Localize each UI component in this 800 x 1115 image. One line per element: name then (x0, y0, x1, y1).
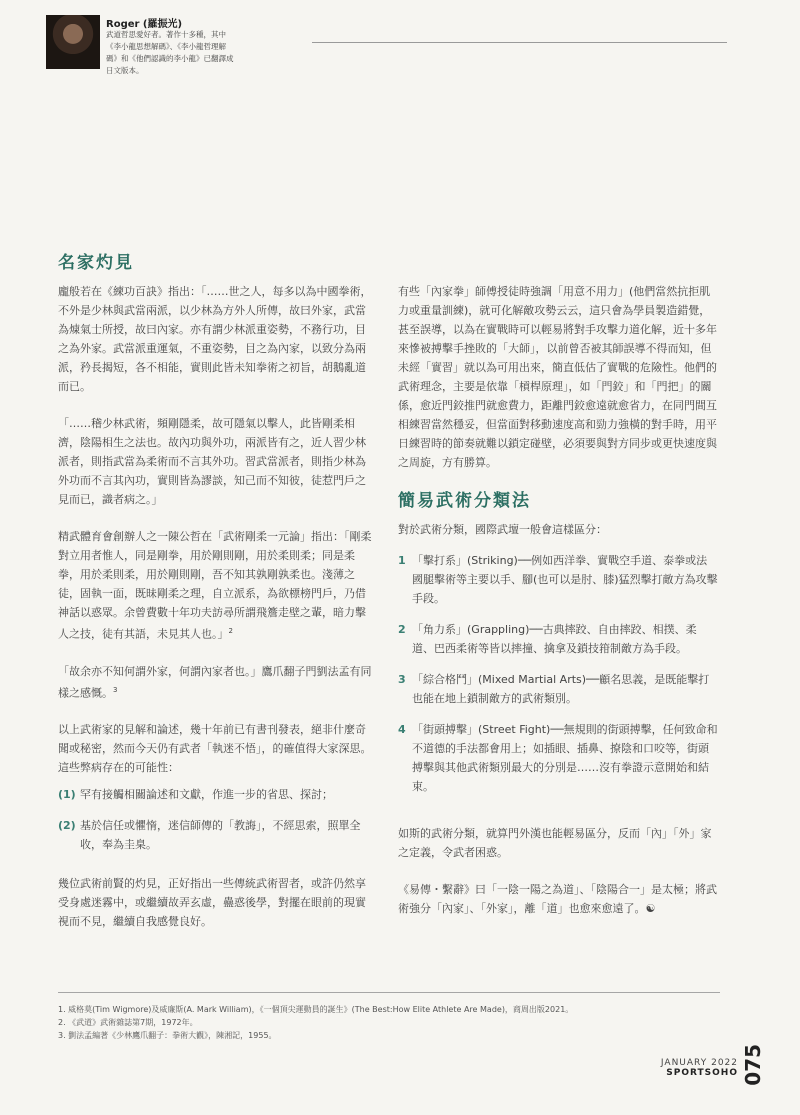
footnote: 1. 威格莫(Tim Wigmore)及威廉斯(A. Mark William)，《一個頂尖運動員的誕生》(The Best:How Elite Athlete Are Made)，商周出版2021。 (58, 1005, 574, 1014)
paragraph: 「故余亦不知何謂外家，何謂內家者也。」鷹爪翻子門劉法孟有同樣之感慨。$^3$ (58, 664, 372, 700)
magazine-name: SPORTSOHO (666, 1068, 738, 1078)
issue-date: JANUARY 2022 (660, 1058, 738, 1068)
section-heading-classification: 簡易武術分類法 (398, 491, 531, 511)
paragraph: 《易傳・繫辭》曰「一陰一陽之為道」、「陰陽合一」是太極；將武術強分「內家」、「外家」，離「道」也愈來愈遠了。☯ (398, 883, 717, 915)
list-item: 2 「角力系」(Grappling)──古典摔跤、自由摔跤、相撲、柔道、巴西柔術等皆以摔撞、擒拿及鎖技箝制敵方為手段。 (398, 623, 697, 655)
list-item: 1 「擊打系」(Striking)──例如西洋拳、實戰空手道、泰拳或法國腿擊術等主要以手、腳(也可以是肘、膝)猛烈擊打敵方為攻擊手段。 (398, 554, 718, 605)
section-heading-famous-views: 名家灼見 (58, 253, 134, 273)
end-mark-icon: ☯ (645, 902, 656, 915)
author-name: Roger (羅振光) (106, 19, 183, 30)
page-footer (661, 1058, 738, 1078)
footnote: 2. 《武道》武術雜誌第7期，1972年。 (58, 1018, 198, 1027)
footnote-ref: 3 (113, 685, 118, 694)
footnote-ref: 2 (228, 627, 233, 635)
paragraph: 對於武術分類，國際武壇一般會這樣區分： (398, 523, 607, 536)
paragraph: 精武體育會創辦人之一陳公哲在「武術剛柔一元論」指出：「剛柔對立用者惟人，同是剛拳，用於剛則剛，用於柔則柔；同是柔拳，用於柔則柔，用於剛則剛，吾不知其孰剛孰柔也。淺薄之徒，固執一面，既昧剛柔之理，自立派系，為欲標榜門戶，乃借神話以惑眾。余曾費數十年功夫訪尋所謂飛簷走壁之輩，暗力擊人之技，徒有其語，未見其人也。」$^2$ (58, 530, 372, 641)
paragraph: 以上武術家的見解和論述，幾十年前已有書刊發表，絕非什麼奇聞或秘密，然而今天仍有武者「執迷不悟」，的確值得大家深思。這些弊病存在的可能性： (58, 723, 372, 775)
author-avatar (46, 15, 100, 69)
footnote: 3. 劉法孟編著《少林鷹爪翻子：拳術大觀》，陳湘記，1955。 (58, 1031, 277, 1040)
paragraph: 如斯的武術分類，就算門外漢也能輕易區分，反而「內」「外」家之定義，令武者困惑。 (398, 827, 712, 859)
paragraph: 「……稽少林武術，頻剛隱柔，故可隱氣以擊人，此皆剛柔相濟，陰陽相生之法也。故內功與外功，兩派皆有之，近人習少林派者，則指武當為柔術而不言其外功。習武當派者，則指少林為外功而不言其內功，實則皆為謬談，知己而不知彼，徒惹門戶之見而已，識者病之。」 (58, 417, 366, 506)
list-item: 4 「街頭搏擊」(Street Fight)──無規則的街頭搏擊，任何致命和不道德的手法都會用上；如插眼、插鼻、撩陰和口咬等，街頭搏擊與其他武術類別最大的分別是……沒有拳證示意開始和結束。 (398, 723, 718, 793)
paragraph: 龐般若在《練功百訣》指出：「……世之人，每多以為中國拳術，不外是少林與武當兩派，以少林為方外人所傳，故曰外家，武當為煉氣士所授，故曰內家。亦有謂少林派重姿勢，不務行功，目之為外家。武當派重運氣，不重姿勢，目之為內家，以致分為兩派，矜長揭短，各不相能，實則此皆未知拳術之初旨，胡鵝亂道而已。 (58, 285, 372, 393)
list-item: 3 「綜合格鬥」(Mixed Martial Arts)──顧名思義，是既能擊打也能在地上鎖制敵方的武術類別。 (398, 673, 710, 705)
author-box (46, 15, 726, 75)
author-bio: 武道哲思愛好者。著作十多種，其中《李小龍思想解碼》、《李小龍哲理解碼》和《他們認識的李小龍》已翻譯成日文版本。 (106, 30, 234, 75)
left-column (58, 252, 376, 931)
list-item: (2) 基於信任或懼惰，迷信師傳的「教誨」，不經思索，照單全收，奉為圭臬。 (58, 819, 361, 852)
list-item: (1) 罕有接觸相關論述和文獻，作進一步的省思、探討； (58, 788, 333, 802)
header-rule (312, 42, 727, 43)
right-column (398, 282, 718, 918)
paragraph: 有些「內家拳」師傅授徒時強調「用意不用力」(他們當然抗拒肌力或重量訓練)，就可化解敵攻勢云云，這只會為學員製造錯覺，甚至誤導，以為在實戰時可以輕易將對手攻擊力道化解，近十多年來慘被搏擊手挫敗的「大師」，以前曾否被其師誤導不得而知，但未經「實習」就以為可用出來，簡直低估了實戰的危險性。他們的武術理念，主要是依靠「槓桿原理」，如「門鉸」和「門把」的關係，愈近門鉸推門就愈費力，距離門鉸愈遠就愈省力，在同門間互相練習當然穩妥，但當面對移動速度高和勁力強橫的對手時，用平日練習時的節奏就難以鎖定碰壁，必須要與對方同步或更快速度與之周旋，方有勝算。 (398, 285, 717, 469)
page-number: 075 (741, 1044, 765, 1086)
paragraph: 幾位武術前賢的灼見，正好指出一些傳統武術習者，或許仍然享受身處迷霧中，或繼續故弄玄虛，蠱惑後學，對擺在眼前的現實視而不見，繼續自我感覺良好。 (58, 877, 366, 929)
footnote-rule (58, 992, 720, 993)
footnotes (58, 1003, 578, 1042)
